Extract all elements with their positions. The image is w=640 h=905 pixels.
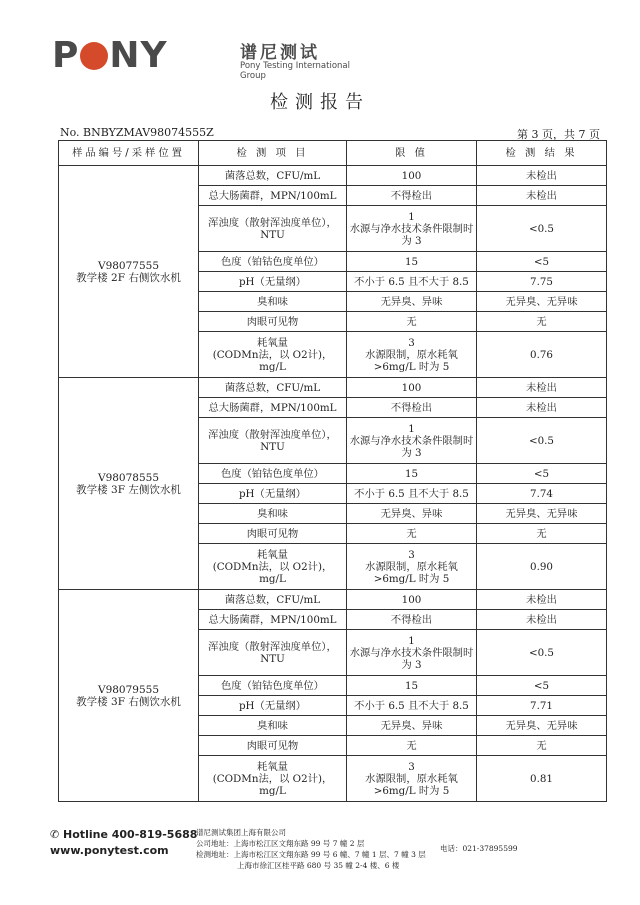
limit-cell: 不得检出 bbox=[347, 610, 477, 630]
limit-cell: 1 水源与净水技术条件限制时为 3 bbox=[347, 418, 477, 464]
report-title: 检测报告 bbox=[270, 92, 370, 113]
result-cell: 未检出 bbox=[477, 378, 607, 398]
sample-cell bbox=[59, 590, 199, 802]
item-cell: 浑浊度（散射浑浊度单位），NTU bbox=[199, 630, 347, 676]
report-number: No. BNBYZMAV98074555Z bbox=[60, 126, 214, 139]
lab-address-2: 上海市徐汇区桂平路 680 号 35 幢 2-4 楼、6 楼 bbox=[237, 861, 400, 870]
limit-cell: 不得检出 bbox=[347, 186, 477, 206]
limit-cell: 无 bbox=[347, 524, 477, 544]
item-cell: 肉眼可见物 bbox=[199, 736, 347, 756]
result-cell: 0.90 bbox=[477, 544, 607, 590]
result-cell: 无异臭、无异味 bbox=[477, 292, 607, 312]
limit-cell: 3 水源限制，原水耗氧 >6mg/L 时为 5 bbox=[347, 544, 477, 590]
limit-cell: 3 水源限制，原水耗氧 >6mg/L 时为 5 bbox=[347, 756, 477, 802]
result-cell: <0.5 bbox=[477, 630, 607, 676]
result-cell: 无 bbox=[477, 736, 607, 756]
limit-cell: 无异臭、异味 bbox=[347, 292, 477, 312]
table-row bbox=[59, 378, 607, 398]
limit-cell: 15 bbox=[347, 676, 477, 696]
sample-id: V98079555 bbox=[97, 683, 160, 696]
limit-cell: 100 bbox=[347, 166, 477, 186]
result-cell: 未检出 bbox=[477, 590, 607, 610]
company-logo bbox=[52, 36, 352, 80]
sample-cell bbox=[59, 166, 199, 378]
sample-id: V98077555 bbox=[97, 259, 160, 272]
item-cell: 臭和味 bbox=[199, 716, 347, 736]
limit-cell: 1 水源与净水技术条件限制时为 3 bbox=[347, 630, 477, 676]
result-cell: 7.71 bbox=[477, 696, 607, 716]
result-cell: 未检出 bbox=[477, 398, 607, 418]
item-cell: 浑浊度（散射浑浊度单位），NTU bbox=[199, 206, 347, 252]
result-cell: 未检出 bbox=[477, 186, 607, 206]
hotline: ✆ Hotline 400-819-5688 bbox=[50, 828, 198, 841]
limit-cell: 100 bbox=[347, 590, 477, 610]
result-cell: 7.75 bbox=[477, 272, 607, 292]
item-cell: 耗氧量 (CODMn法，以 O2计)，mg/L bbox=[199, 332, 347, 378]
website-link[interactable]: www.ponytest.com bbox=[50, 844, 169, 857]
table-body bbox=[59, 166, 607, 802]
item-cell: pH（无量纲） bbox=[199, 272, 347, 292]
limit-cell: 3 水源限制，原水耗氧 >6mg/L 时为 5 bbox=[347, 332, 477, 378]
header-item: 检 测 项 目 bbox=[199, 141, 347, 166]
sample-location: 教学楼 3F 左侧饮水机 bbox=[76, 483, 181, 496]
sample-id: V98078555 bbox=[97, 471, 160, 484]
result-cell: <5 bbox=[477, 252, 607, 272]
company-address: 公司地址：上海市松江区文翔东路 99 号 7 幢 2 层 bbox=[196, 839, 365, 848]
footer-contact bbox=[50, 827, 197, 859]
item-cell: 浑浊度（散射浑浊度单位），NTU bbox=[199, 418, 347, 464]
company-name: 谱尼测试集团上海有限公司 bbox=[196, 828, 286, 837]
item-cell: 臭和味 bbox=[199, 504, 347, 524]
result-cell: <5 bbox=[477, 676, 607, 696]
limit-cell: 无 bbox=[347, 312, 477, 332]
result-cell: 未检出 bbox=[477, 610, 607, 630]
page-indicator: 第 3 页，共 7 页 bbox=[517, 128, 600, 141]
limit-cell: 100 bbox=[347, 378, 477, 398]
lab-address: 检测地址：上海市松江区文翔东路 99 号 6 幢、7 幢 1 层、7 幢 3 层 bbox=[196, 850, 426, 859]
limit-cell: 不小于 6.5 且不大于 8.5 bbox=[347, 696, 477, 716]
result-cell: 无异臭、无异味 bbox=[477, 504, 607, 524]
result-cell: 无异臭、无异味 bbox=[477, 716, 607, 736]
limit-cell: 不小于 6.5 且不大于 8.5 bbox=[347, 484, 477, 504]
item-cell: pH（无量纲） bbox=[199, 696, 347, 716]
footer-addresses bbox=[196, 827, 426, 871]
logo-english-name: Pony Testing International Group bbox=[240, 61, 350, 81]
item-cell: 菌落总数，CFU/mL bbox=[199, 590, 347, 610]
limit-cell: 不得检出 bbox=[347, 398, 477, 418]
item-cell: 肉眼可见物 bbox=[199, 524, 347, 544]
table-row bbox=[59, 590, 607, 610]
item-cell: 总大肠菌群，MPN/100mL bbox=[199, 186, 347, 206]
item-cell: 臭和味 bbox=[199, 292, 347, 312]
sample-cell bbox=[59, 378, 199, 590]
result-cell: 无 bbox=[477, 312, 607, 332]
item-cell: 耗氧量 (CODMn法，以 O2计)，mg/L bbox=[199, 756, 347, 802]
result-cell: <0.5 bbox=[477, 206, 607, 252]
result-cell: 0.76 bbox=[477, 332, 607, 378]
sample-location: 教学楼 2F 右侧饮水机 bbox=[76, 271, 181, 284]
header-limit: 限 值 bbox=[347, 141, 477, 166]
item-cell: pH（无量纲） bbox=[199, 484, 347, 504]
header-result: 检 测 结 果 bbox=[477, 141, 607, 166]
limit-cell: 15 bbox=[347, 252, 477, 272]
logo-chinese-name: 谱尼测试 bbox=[240, 43, 320, 63]
item-cell: 耗氧量 (CODMn法，以 O2计)，mg/L bbox=[199, 544, 347, 590]
item-cell: 色度（铂钴色度单位） bbox=[199, 252, 347, 272]
logo-o-mark bbox=[80, 42, 108, 70]
result-cell: 0.81 bbox=[477, 756, 607, 802]
header-sample: 样品编号/采样位置 bbox=[59, 141, 199, 166]
item-cell: 总大肠菌群，MPN/100mL bbox=[199, 610, 347, 630]
limit-cell: 1 水源与净水技术条件限制时为 3 bbox=[347, 206, 477, 252]
logo-wordmark: P NY bbox=[52, 35, 168, 76]
item-cell: 肉眼可见物 bbox=[199, 312, 347, 332]
item-cell: 色度（铂钴色度单位） bbox=[199, 676, 347, 696]
limit-cell: 不小于 6.5 且不大于 8.5 bbox=[347, 272, 477, 292]
table-header-row bbox=[59, 141, 607, 166]
item-cell: 总大肠菌群，MPN/100mL bbox=[199, 398, 347, 418]
item-cell: 色度（铂钴色度单位） bbox=[199, 464, 347, 484]
limit-cell: 无异臭、异味 bbox=[347, 716, 477, 736]
table-row bbox=[59, 166, 607, 186]
sample-location: 教学楼 3F 右侧饮水机 bbox=[76, 695, 181, 708]
result-cell: <0.5 bbox=[477, 418, 607, 464]
result-cell: 无 bbox=[477, 524, 607, 544]
results-table bbox=[58, 140, 607, 802]
phone-number: 电话：021-37895599 bbox=[440, 844, 518, 853]
item-cell: 菌落总数，CFU/mL bbox=[199, 378, 347, 398]
limit-cell: 无 bbox=[347, 736, 477, 756]
item-cell: 菌落总数，CFU/mL bbox=[199, 166, 347, 186]
result-cell: <5 bbox=[477, 464, 607, 484]
limit-cell: 15 bbox=[347, 464, 477, 484]
result-cell: 7.74 bbox=[477, 484, 607, 504]
result-cell: 未检出 bbox=[477, 166, 607, 186]
limit-cell: 无异臭、异味 bbox=[347, 504, 477, 524]
